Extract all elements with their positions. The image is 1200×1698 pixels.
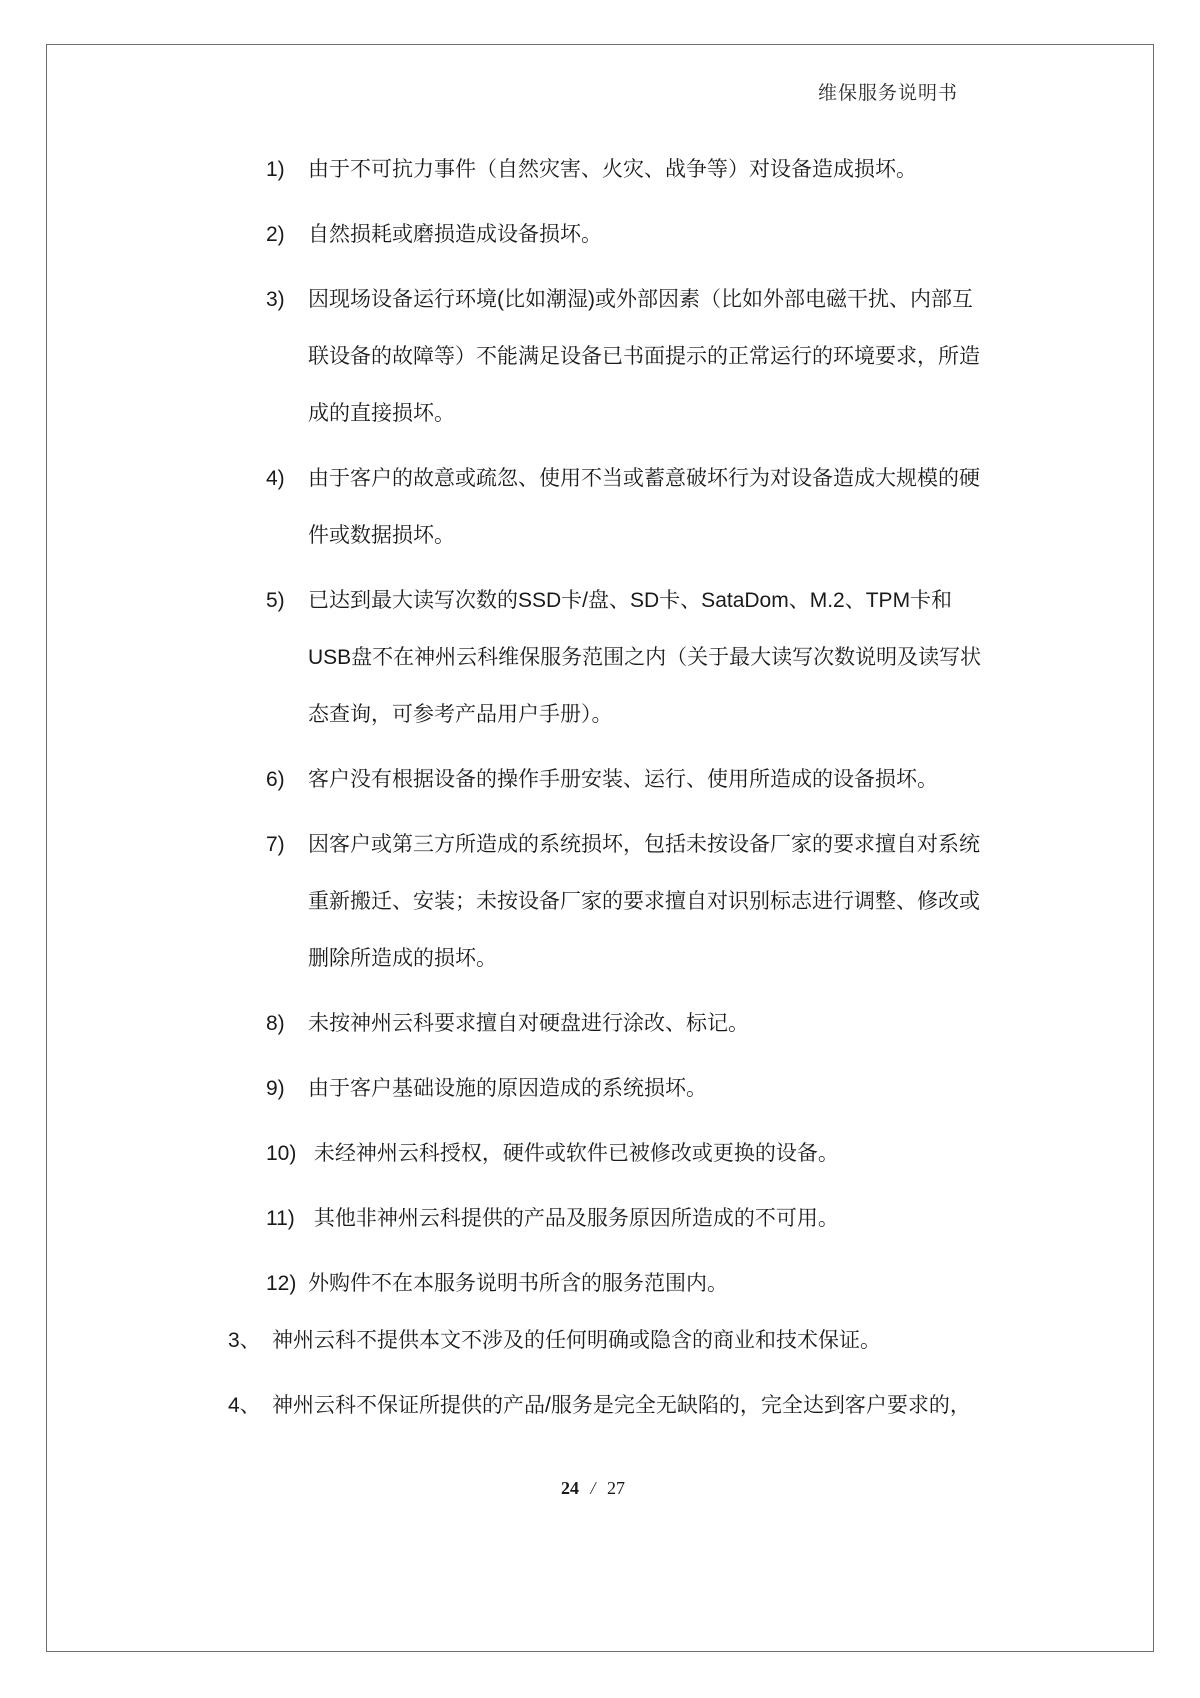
list-item-lines [308, 995, 749, 1052]
list-item-lines [308, 751, 938, 808]
outer-list-item-4 [228, 1377, 971, 1434]
list-item-text-line: 其他非神州云科提供的产品及服务原因所造成的不可用。 [308, 1207, 839, 1230]
list-item-lines [308, 572, 981, 743]
list-item-5 [266, 572, 982, 743]
list-item-11 [266, 1190, 958, 1247]
list-item-lines [308, 271, 980, 442]
list-item-text-line: 未按神州云科要求擅自对硬盘进行涂改、标记。 [308, 1012, 749, 1035]
list-item-text-line: 重新搬迁、安装；未按设备厂家的要求擅自对识别标志进行调整、修改或 [308, 890, 980, 913]
list-item-text-line: 因客户或第三方所造成的系统损坏，包括未按设备厂家的要求擅自对系统 [308, 833, 980, 856]
list-item-text-line: 联设备的故障等）不能满足设备已书面提示的正常运行的环境要求，所造 [308, 345, 980, 368]
page-content [46, 44, 1154, 1652]
list-item-number: 11) [266, 1207, 295, 1230]
list-item-8 [266, 995, 958, 1052]
list-item-lines [308, 1125, 839, 1182]
list-item-lines [308, 1060, 707, 1117]
numbered-sub-list [266, 141, 982, 1312]
list-item-text-line: 外购件不在本服务说明书所含的服务范围内。 [308, 1272, 728, 1295]
page-footer [228, 1476, 958, 1500]
list-item-lines [308, 816, 980, 987]
list-item-lines [272, 1312, 881, 1369]
list-item-text-line: 删除所造成的损坏。 [308, 947, 497, 970]
list-item-10 [266, 1125, 958, 1182]
list-item-lines [272, 1377, 971, 1434]
list-item-3 [266, 271, 980, 442]
list-item-number: 9) [266, 1077, 285, 1100]
header-title: 维保服务说明书 [817, 83, 958, 104]
list-item-text-line: 未经神州云科授权，硬件或软件已被修改或更换的设备。 [308, 1142, 839, 1165]
list-item-lines [308, 450, 980, 564]
list-item-text-line: 客户没有根据设备的操作手册安装、运行、使用所造成的设备损坏。 [308, 768, 938, 791]
list-item-text-line: 自然损耗或磨损造成设备损坏。 [308, 223, 602, 246]
list-item-text-line: 已达到最大读写次数的SSD卡/盘、SD卡、SataDom、M.2、TPM卡和 [308, 589, 953, 612]
list-item-number: 4) [266, 467, 285, 490]
list-item-text-line: 由于客户基础设施的原因造成的系统损坏。 [308, 1077, 707, 1100]
outer-list-item-3 [228, 1312, 958, 1369]
page-number-total: 27 [607, 1478, 625, 1498]
list-item-lines [308, 1255, 728, 1312]
list-item-number: 4、 [228, 1394, 261, 1417]
list-item-text-line: 态查询，可参考产品用户手册）。 [308, 703, 613, 726]
list-item-lines [308, 206, 602, 263]
list-item-number: 5) [266, 589, 285, 612]
list-item-lines [308, 141, 917, 198]
list-item-6 [266, 751, 958, 808]
list-item-text-line: USB盘不在神州云科维保服务范围之内（关于最大读写次数说明及读写状 [308, 646, 982, 669]
list-item-number: 7) [266, 833, 285, 856]
list-item-text-line: 神州云科不提供本文不涉及的任何明确或隐含的商业和技术保证。 [272, 1329, 881, 1352]
list-item-12 [266, 1255, 958, 1312]
list-item-2 [266, 206, 958, 263]
page-number-separator: / [590, 1478, 596, 1498]
list-item-text-line: 件或数据损坏。 [308, 524, 455, 547]
list-item-number: 3、 [228, 1329, 261, 1352]
list-item-number: 12) [266, 1272, 297, 1295]
list-item-text-line: 由于客户的故意或疏忽、使用不当或蓄意破坏行为对设备造成大规模的硬 [308, 467, 980, 490]
list-item-number: 1) [266, 158, 285, 181]
list-item-number: 3) [266, 288, 285, 311]
list-item-text-line: 成的直接损坏。 [308, 402, 455, 425]
body-text-block [228, 141, 982, 1434]
list-item-1 [266, 141, 958, 198]
list-item-number: 2) [266, 223, 285, 246]
list-item-text-line: 因现场设备运行环境(比如潮湿)或外部因素（比如外部电磁干扰、内部互 [308, 288, 973, 311]
list-item-number: 10) [266, 1142, 297, 1165]
list-item-lines [308, 1190, 839, 1247]
list-item-number: 8) [266, 1012, 285, 1035]
list-item-9 [266, 1060, 958, 1117]
list-item-7 [266, 816, 980, 987]
list-item-text-line: 神州云科不保证所提供的产品/服务是完全无缺陷的，完全达到客户要求的， [272, 1394, 971, 1417]
list-item-text-line: 由于不可抗力事件（自然灾害、火灾、战争等）对设备造成损坏。 [308, 158, 917, 181]
list-item-number: 6) [266, 768, 285, 791]
page-number-current: 24 [560, 1478, 579, 1498]
list-item-4 [266, 450, 980, 564]
